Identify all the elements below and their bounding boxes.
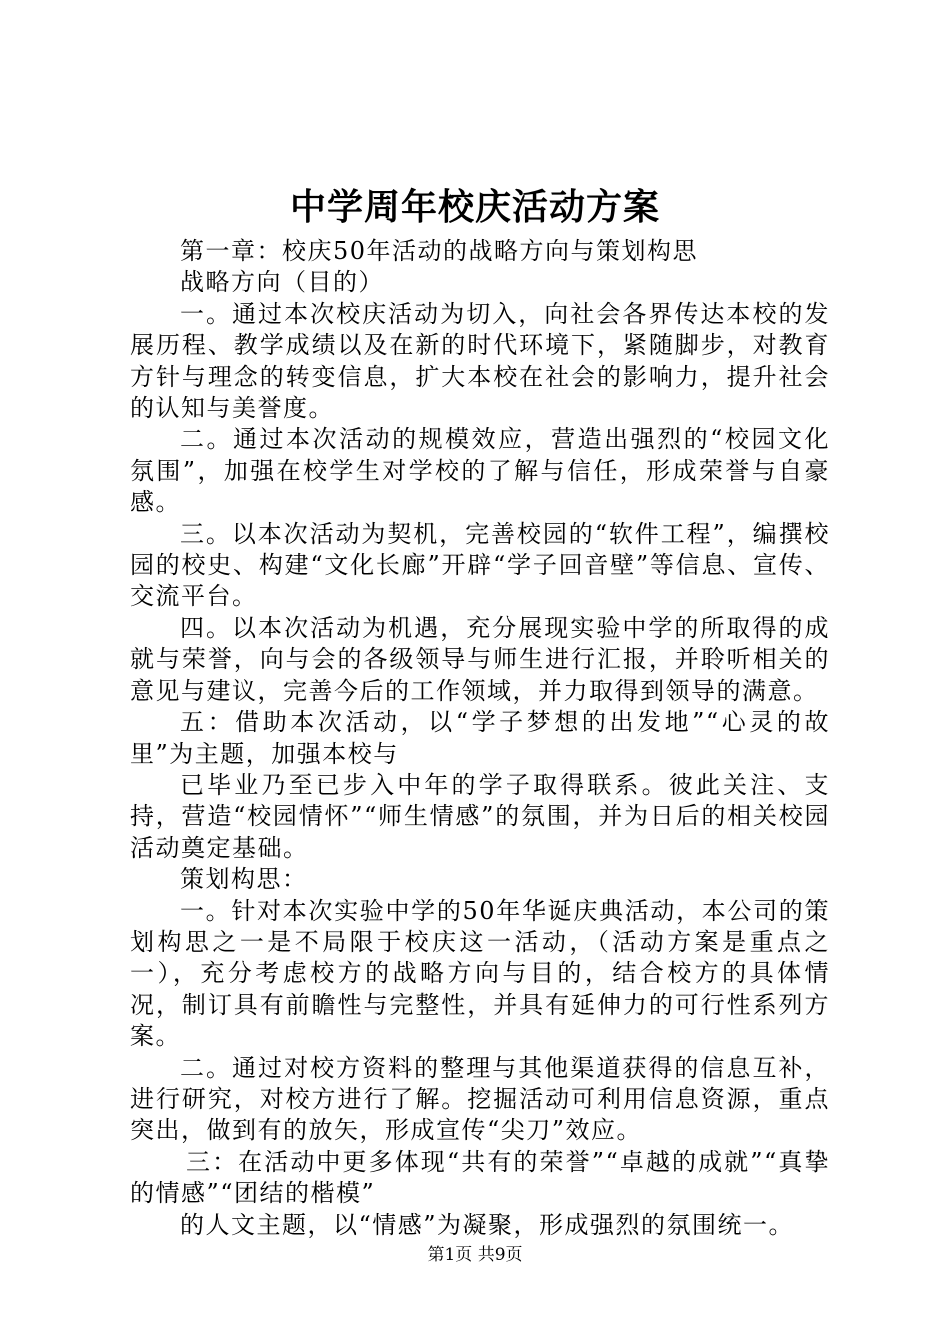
paragraph: 五：借助本次活动，以“学子梦想的出发地”“心灵的故里”为主题，加强本校与	[130, 708, 830, 768]
paragraph: 已毕业乃至已步入中年的学子取得联系。彼此关注、支持，营造“校园情怀”“师生情感”的氛围，并为日后的相关校园活动奠定基础。	[130, 770, 830, 862]
document-title: 中学周年校庆活动方案	[289, 186, 660, 228]
paragraph: 三：在活动中更多体现“共有的荣誉”“卓越的成就”“真挚的情感”“团结的楷模”	[130, 1147, 830, 1208]
paragraph: 二。通过对校方资料的整理与其他渠道获得的信息互补，进行研究，对校方进行了解。挖掘活动可利用信息资源，重点突出，做到有的放矢，形成宣传“尖刀”效应。	[130, 1053, 830, 1145]
page-number-footer: 第1页 共9页	[427, 1245, 523, 1265]
paragraph: 一。通过本次校庆活动为切入，向社会各界传达本校的发展历程、教学成绩以及在新的时代环境下，紧随脚步，对教育方针与理念的转变信息，扩大本校在社会的影响力，提升社会的认知与美誉度。	[130, 299, 830, 423]
chapter-heading: 第一章：校庆50年活动的战略方向与策划构思	[180, 237, 699, 265]
section-heading-planning: 策划构思：	[180, 865, 308, 894]
paragraph: 一。针对本次实验中学的50年华诞庆典活动，本公司的策划构思之一是不局限于校庆这一活动，（活动方案是重点之一），充分考虑校方的战略方向与目的，结合校方的具体情况，制订具有前瞻性与完整性，并具有延伸力的可行性系列方案。	[130, 896, 830, 1051]
paragraph: 三。以本次活动为契机，完善校园的“软件工程”，编撰校园的校史、构建“文化长廊”开辟“学子回音壁”等信息、宣传、交流平台。	[130, 519, 830, 611]
paragraph: 二。通过本次活动的规模效应，营造出强烈的“校园文化氛围”，加强在校学生对学校的了解与信任，形成荣誉与自豪感。	[130, 425, 830, 517]
paragraph: 的人文主题，以“情感”为凝聚，形成强烈的氛围统一。	[180, 1210, 795, 1239]
paragraph: 四。以本次活动为机遇，充分展现实验中学的所取得的成就与荣誉，向与会的各级领导与师生进行汇报，并聆听相关的意见与建议，完善今后的工作领域，并力取得到领导的满意。	[130, 613, 830, 705]
document-body	[130, 236, 830, 1241]
section-heading-strategy: 战略方向（目的）	[180, 268, 384, 297]
